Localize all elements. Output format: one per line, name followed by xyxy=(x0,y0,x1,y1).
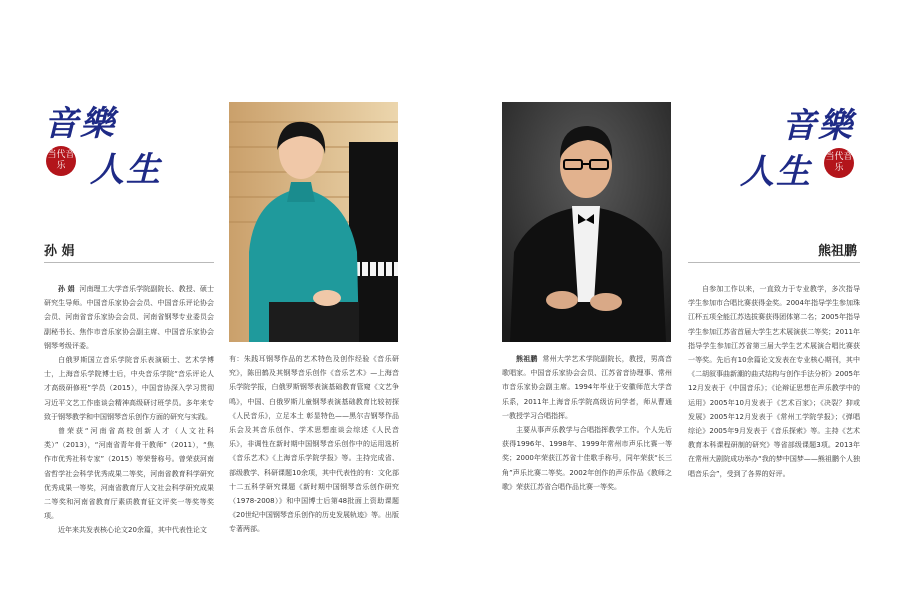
right-bio-column-1 xyxy=(502,352,672,494)
logo-left-seal: 当代音乐 xyxy=(46,146,76,176)
left-bio-text: 近年来共发表核心论文20余篇，其中代表性论文 xyxy=(58,526,207,535)
left-bio-paragraph xyxy=(44,282,214,353)
logo-right-line2: 人生 xyxy=(740,152,812,192)
logo-right-seal: 当代音乐 xyxy=(824,148,854,178)
left-bio-text: 曾荣获“河南省高校创新人才（人文社科类）”（2013），“河南省青年骨干教师”（2011），“焦作市优秀社科专家”（2015）等荣誉称号。曾荣获河南省哲学社会科学优秀成果二等奖，河南省教育科学研究优秀成果一等奖，河南省教育厅人文社会科学研究成果二等奖和河南省教育厅素质教育征文评奖一等奖等奖项。 xyxy=(44,427,214,521)
left-bio-paragraph xyxy=(44,424,214,523)
right-bio-paragraph xyxy=(502,423,672,494)
portrait-xiong-zupeng xyxy=(502,102,671,342)
left-bio-paragraph xyxy=(44,523,214,537)
portrait-sun-juan xyxy=(229,102,398,342)
left-bio-lead: 孙 娟 xyxy=(58,285,75,293)
right-bio-column-2 xyxy=(688,282,860,481)
left-bio-paragraph xyxy=(44,353,214,424)
left-bio-continued: 有：朱践耳钢琴作品的艺术特色及创作经验《音乐研究》，陈田鹤及其钢琴音乐创作《音乐艺术》—上海音乐学院学报，白俄罗斯钢琴表演基础教育管窥《文艺争鸣》，中国、白俄罗斯儿童钢琴表演基础教育比较初探《人民音乐》，立足本土 彰显特色——黑尔吉钢琴作品乐会及其音乐创作、学术思想座谈会综述《人民音乐》，非调性在新时期中国钢琴音乐创作中的运用选析《音乐艺术》《上海音乐学院学报》等。主持完成省、部级教学、科研课题10余项，其中代表性的有：文化部十二五科学研究课题《新时期中国钢琴音乐创作研究（1978-2008）》和中国博士后第48批面上资助课题《20世纪中国钢琴音乐创作的历史发展轨迹》等。出版专著两部。 xyxy=(229,355,399,534)
left-bio-column-1 xyxy=(44,282,214,538)
left-bio-text: 河南理工大学音乐学院副院长、教授、硕士研究生导师。中国音乐家协会会员、中国音乐评论协会会员、河南省音乐家协会会员、河南省钢琴专业委员会副秘书长、焦作市音乐家协会副主席、中国音乐家协会钢琴考级评委。 xyxy=(44,285,215,350)
left-profile-name: 孙 娟 xyxy=(44,244,75,259)
right-profile-name: 熊祖鹏 xyxy=(818,244,858,259)
left-divider xyxy=(44,262,214,263)
right-bio-continued: 自参加工作以来，一直致力于专业教学，多次指导学生参加市合唱比赛获得金奖。2004年指导学生参加珠江杯五项全能江苏选拔赛获得团体第二名；2005年指导学生参加江苏省首届大学生艺术展演获二等奖；2011年指导学生参加江苏省第三届大学生艺术展演合唱比赛获一等奖。先后有10余篇论文发表在专业核心期刊，其中《二胡叙事曲新潮的曲式结构与创作手法分析》2005年12月发表于《中国音乐》；《论辩证思想在声乐教学中的运用》2005年10月发表于《艺术百家》；《决裂？抑或发展》2005年12月发表于《常州工学院学报》；《弹唱综论》2005年9月发表于《音乐探索》等。主持《艺术教育本科课程研制的研究》等省部级课题3项。2013年在常州大剧院成功举办“我的梦中国梦——熊祖鹏个人独唱音乐会”，受到了各界的好评。 xyxy=(688,285,860,478)
right-bio-lead: 熊祖鹏 xyxy=(516,355,538,363)
right-bio-text: 常州大学艺术学院副院长，教授，男高音歌唱家。中国音乐家协会会员、江苏省音协理事、常州市音乐家协会副主席。1994年毕业于安徽师范大学音乐系，2011年上海音乐学院高级访问学者，师从曹通一教授学习合唱指挥。 xyxy=(502,355,673,420)
right-bio-text: 主要从事声乐教学与合唱指挥教学工作。个人先后获得1996年、1998年、1999年常州市声乐比赛一等奖；2000年荣获江苏省十佳歌手称号，同年荣获“长三角”声乐比赛二等奖。2002年创作的声乐作品《教师之歌》荣获江苏省合唱作品比赛一等奖。 xyxy=(502,426,672,491)
right-divider xyxy=(688,262,860,263)
right-bio-paragraph xyxy=(502,352,672,423)
left-bio-text: 白俄罗斯国立音乐学院音乐表演硕士、艺术学博士，上海音乐学院博士后，中央音乐学院“音乐评论人才高级研修班”学员（2015），中国音协深入学习贯彻习近平文艺工作座谈会精神高级研讨班学员。多年来专致于钢琴教学和中国钢琴音乐创作方面的研究与实践。 xyxy=(44,356,214,421)
logo-right-line1: 音樂 xyxy=(782,106,854,146)
logo-left-line1: 音樂 xyxy=(44,104,116,144)
left-bio-column-2 xyxy=(229,352,399,537)
logo-left-line2: 人生 xyxy=(90,150,162,190)
